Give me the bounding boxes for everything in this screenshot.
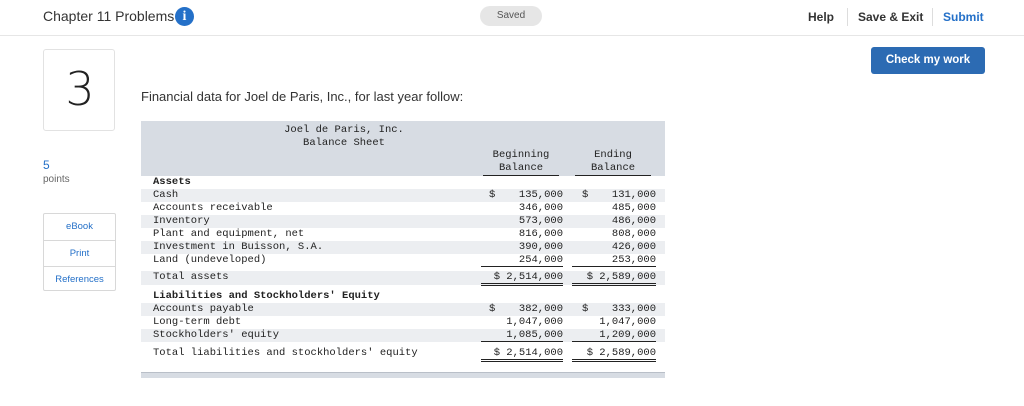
question-number: 3	[65, 62, 95, 116]
row-label: Cash	[153, 189, 179, 201]
table-row	[141, 241, 665, 254]
table-row	[141, 215, 665, 228]
points-label: points	[43, 174, 70, 185]
table-row	[141, 202, 665, 215]
beginning-value: 254,000	[481, 254, 563, 267]
top-bar	[0, 0, 1024, 36]
ending-value: 426,000	[611, 241, 656, 253]
ending-value: 1,047,000	[599, 316, 656, 328]
row-label: Total liabilities and stockholders' equity	[153, 347, 418, 359]
row-label: Long-term debt	[153, 316, 242, 328]
row-label: Investment in Buisson, S.A.	[153, 241, 324, 253]
table-row	[141, 228, 665, 241]
dollar-sign: $	[582, 189, 589, 201]
info-icon[interactable]: i	[175, 7, 194, 26]
row-label: Accounts receivable	[153, 202, 273, 214]
balance-sheet	[141, 121, 665, 378]
column-header-beginning	[483, 149, 559, 176]
beginning-value: 573,000	[518, 215, 563, 227]
column-header-line: Balance	[483, 162, 559, 176]
table-row	[141, 316, 665, 329]
table-row	[141, 303, 665, 316]
beginning-value: 382,000	[518, 303, 563, 315]
column-header-line: Ending	[594, 149, 632, 161]
balance-sheet-footer	[141, 372, 665, 378]
dollar-sign: $	[582, 303, 589, 315]
assets-heading-row	[141, 176, 665, 189]
row-label: Accounts payable	[153, 303, 254, 315]
save-exit-link[interactable]: Save & Exit	[858, 10, 924, 24]
row-label: Land (undeveloped)	[153, 254, 267, 266]
balance-sheet-header	[141, 121, 665, 176]
header-divider	[932, 8, 933, 26]
ending-value: 808,000	[611, 228, 656, 240]
question-number-box	[43, 49, 115, 131]
beginning-value: 1,085,000	[481, 329, 563, 342]
beginning-value: 816,000	[518, 228, 563, 240]
assets-heading: Assets	[153, 176, 191, 188]
question-prompt: Financial data for Joel de Paris, Inc., for last year follow:	[141, 89, 464, 104]
company-name: Joel de Paris, Inc.	[284, 124, 404, 136]
beginning-value: 1,047,000	[506, 316, 563, 328]
column-header-ending	[575, 149, 651, 176]
sheet-title: Balance Sheet	[303, 137, 385, 149]
chapter-title: Chapter 11 Problems	[43, 8, 175, 24]
liabilities-heading: Liabilities and Stockholders' Equity	[153, 290, 380, 302]
column-header-line: Beginning	[492, 149, 550, 161]
resources-panel	[43, 213, 116, 291]
beginning-total: $ 2,514,000	[481, 271, 563, 286]
ending-value: 486,000	[611, 215, 656, 227]
table-row	[141, 254, 665, 267]
column-header-line: Balance	[575, 162, 651, 176]
ending-value: 131,000	[611, 189, 656, 201]
ebook-link[interactable]: eBook	[66, 221, 93, 232]
ending-total: $ 2,589,000	[572, 271, 656, 286]
submit-link[interactable]: Submit	[943, 10, 984, 24]
beginning-total: $ 2,514,000	[481, 347, 563, 362]
table-row	[141, 189, 665, 202]
print-link[interactable]: Print	[44, 240, 115, 266]
dollar-sign: $	[489, 189, 496, 201]
ending-value: 1,209,000	[572, 329, 656, 342]
total-assets-row	[141, 271, 665, 285]
table-row	[141, 329, 665, 342]
points-value: 5	[43, 158, 50, 172]
beginning-value: 390,000	[518, 241, 563, 253]
liabilities-heading-row	[141, 290, 665, 303]
header-divider	[847, 8, 848, 26]
row-label: Stockholders' equity	[153, 329, 280, 341]
ending-value: 333,000	[611, 303, 656, 315]
ending-value: 253,000	[572, 254, 656, 267]
saved-status-badge: Saved	[480, 6, 542, 26]
beginning-value: 346,000	[518, 202, 563, 214]
row-label: Inventory	[153, 215, 210, 227]
ending-total: $ 2,589,000	[572, 347, 656, 362]
ending-value: 485,000	[611, 202, 656, 214]
row-label: Plant and equipment, net	[153, 228, 305, 240]
row-label: Total assets	[153, 271, 229, 283]
total-liabilities-row	[141, 347, 665, 361]
help-link[interactable]: Help	[808, 10, 835, 24]
references-link[interactable]: References	[44, 266, 115, 292]
beginning-value: 135,000	[518, 189, 563, 201]
dollar-sign: $	[489, 303, 496, 315]
check-my-work-button[interactable]: Check my work	[871, 47, 985, 74]
